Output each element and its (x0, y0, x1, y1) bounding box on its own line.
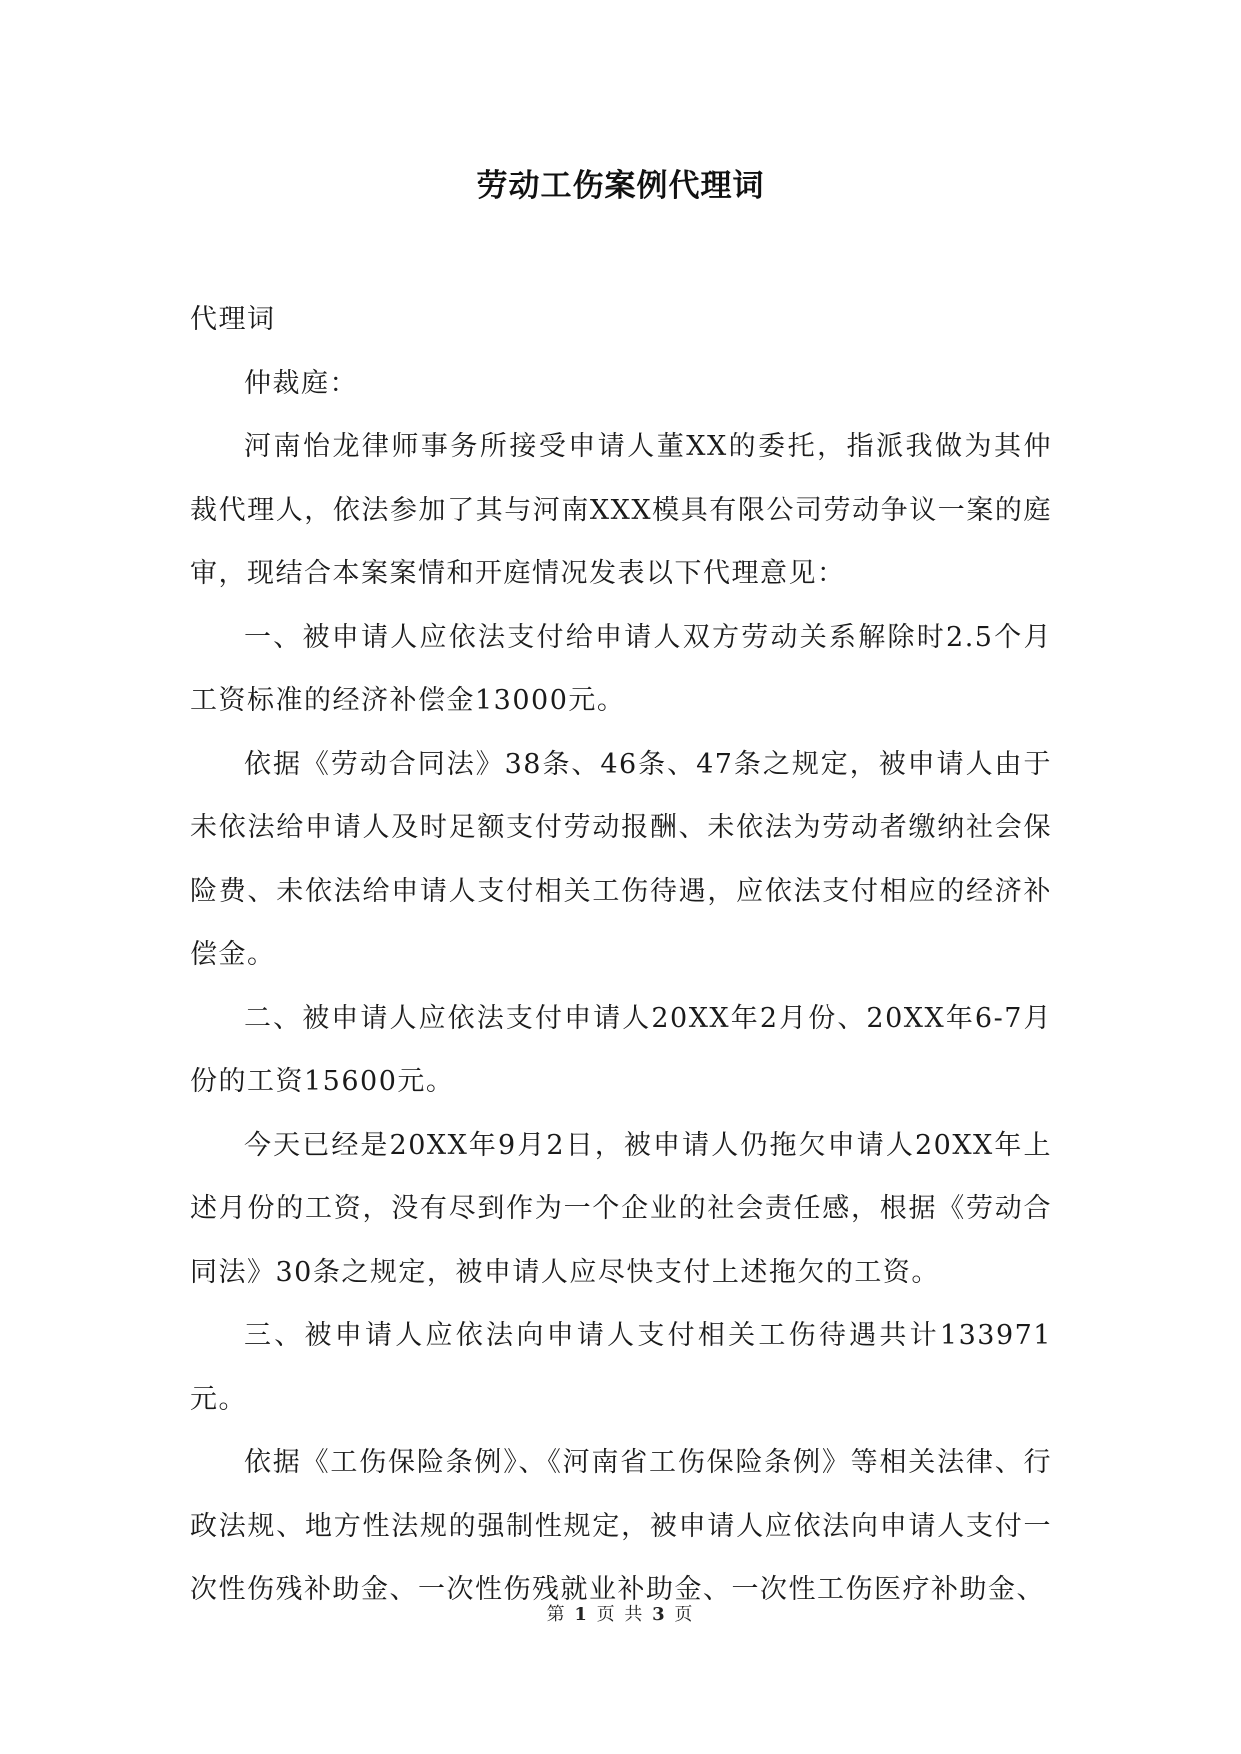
document-body (190, 288, 1052, 1622)
paragraph: 今天已经是20XX年9月2日，被申请人仍拖欠申请人20XX年上述月份的工资，没有尽到作为一个企业的社会责任感，根据《劳动合同法》30条之规定，被申请人应尽快支付上述拖欠的工资。 (190, 1129, 1052, 1288)
paragraph-heading: 代理词 (190, 304, 276, 335)
paragraph: 二、被申请人应依法支付申请人20XX年2月份、20XX年6-7月份的工资15600元。 (190, 1002, 1052, 1097)
paragraph-salutation: 仲裁庭： (244, 367, 358, 399)
paragraph: 一、被申请人应依法支付给申请人双方劳动关系解除时2.5个月工资标准的经济补偿金13000元。 (190, 621, 1052, 716)
paragraph: 依据《工伤保险条例》、《河南省工伤保险条例》等相关法律、行政法规、地方性法规的强制性规定，被申请人应依法向申请人支付一次性伤残补助金、一次性伤残就业补助金、一次性工伤医疗补助金、 (190, 1447, 1052, 1605)
paragraph: 依据《劳动合同法》38条、46条、47条之规定，被申请人由于未依法给申请人及时足额支付劳动报酬、未依法为劳动者缴纳社会保险费、未依法给申请人支付相关工伤待遇，应依法支付相应的经济补偿金。 (190, 748, 1052, 970)
paragraph: 三、被申请人应依法向申请人支付相关工伤待遇共计133971元。 (190, 1320, 1052, 1415)
paragraph: 河南怡龙律师事务所接受申请人董XX的委托，指派我做为其仲裁代理人，依法参加了其与河南XXX模具有限公司劳动争议一案的庭审，现结合本案案情和开庭情况发表以下代理意见： (190, 431, 1052, 589)
footer-prefix: 第 (546, 1604, 567, 1625)
footer-middle: 页 共 (596, 1604, 645, 1625)
footer-page-number: 1 (574, 1604, 589, 1625)
footer-total-pages: 3 (652, 1604, 667, 1625)
footer-suffix: 页 (674, 1604, 695, 1625)
page-footer (0, 1600, 1241, 1626)
document-title: 劳动工伤案例代理词 (476, 168, 765, 204)
